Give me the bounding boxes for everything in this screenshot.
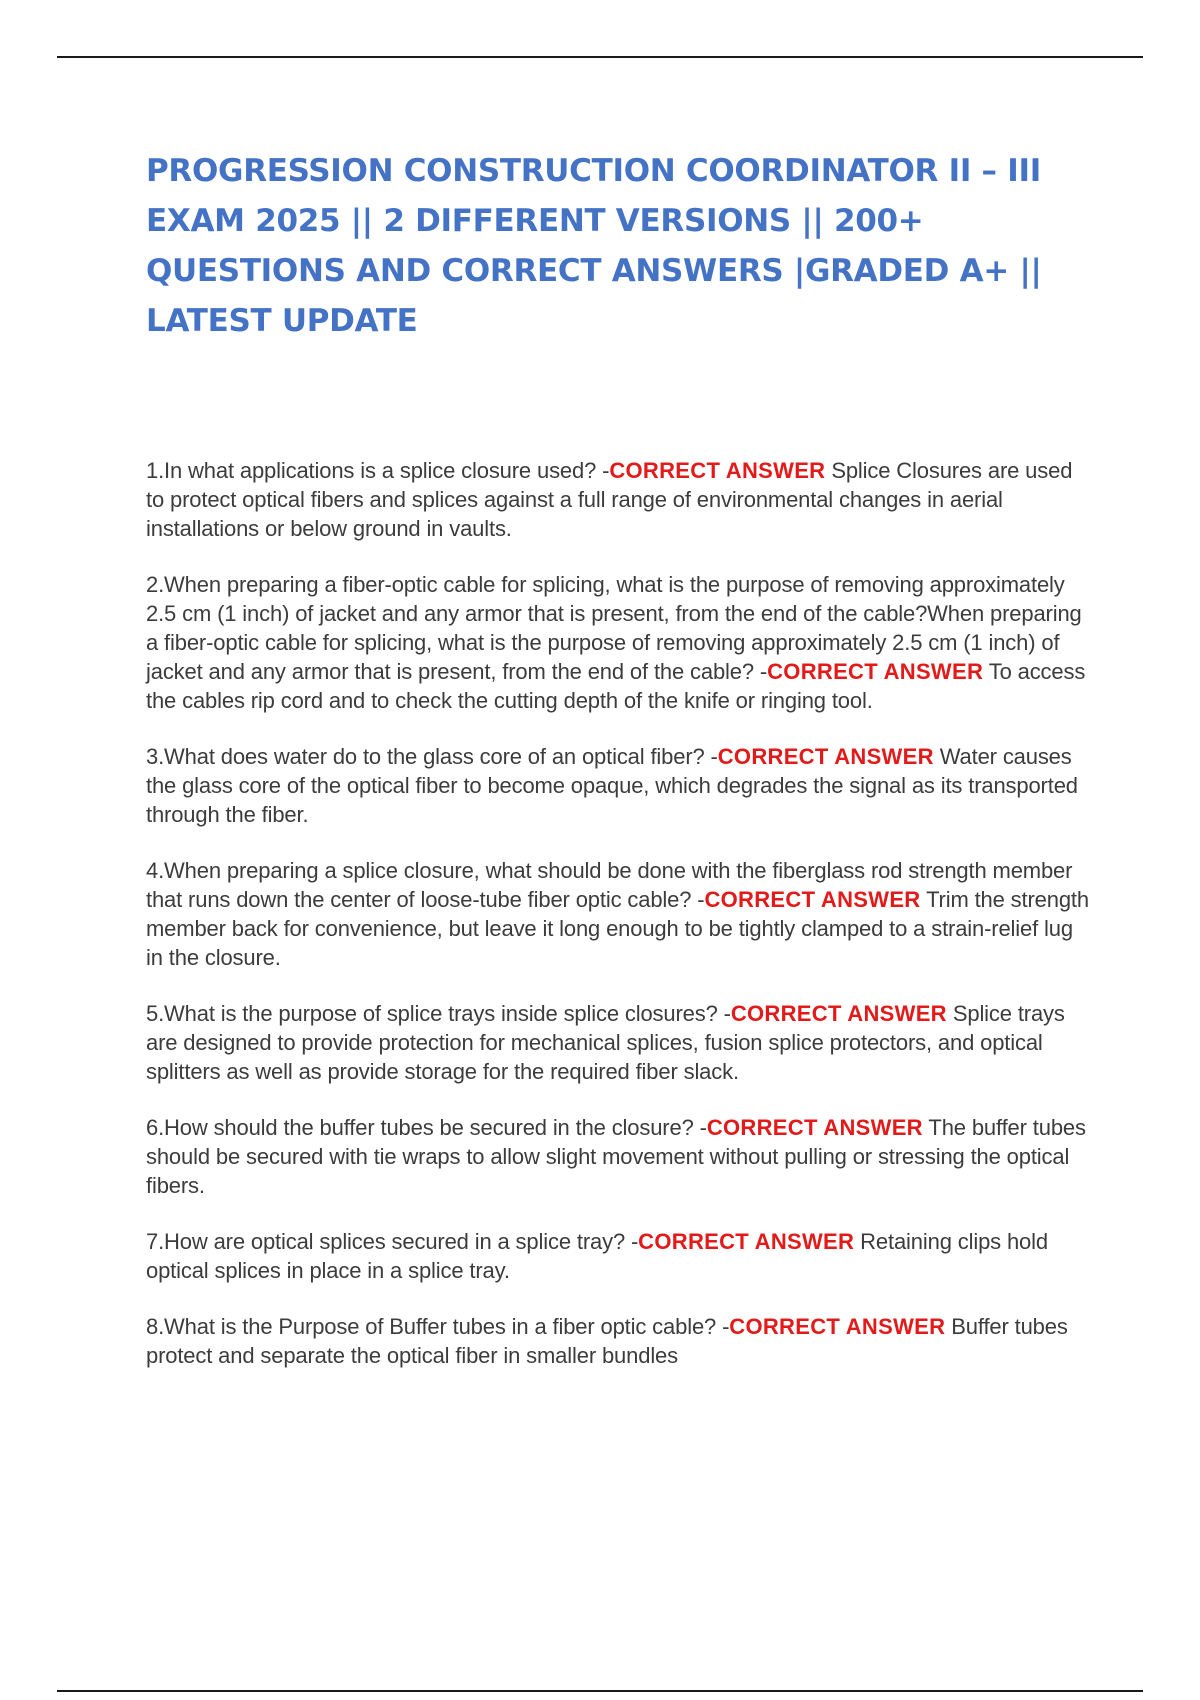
qa-item: [146, 999, 1090, 1086]
document-title: PROGRESSION CONSTRUCTION COORDINATOR II – III EXAM 2025 || 2 DIFFERENT VERSIONS || 200+ QUESTIONS AND CORRECT ANSWERS |GRADED A+ || LATEST UPDATE: [146, 153, 1042, 339]
answer-text: To access the cables rip cord and to check the cutting depth of the knife or ringing tool.: [146, 659, 1086, 713]
answer-text: Retaining clips hold optical splices in place in a splice tray.: [146, 1229, 1048, 1283]
qa-item: [146, 1227, 1090, 1285]
question-text: 2.When preparing a fiber-optic cable for splicing, what is the purpose of removing approximately 2.5 cm (1 inch) of jacket and any armor that is present, from the end of the cable?When preparing a fiber-optic cable for splicing, what is the purpose of removing approximately 2.5 cm (1 inch) of jacket and any armor that is present, from the end of the cable? -: [146, 572, 1082, 684]
question-text: 7.How are optical splices secured in a splice tray? -: [146, 1229, 639, 1254]
question-text: 5.What is the purpose of splice trays inside splice closures? -: [146, 1001, 731, 1026]
qa-item: [146, 1113, 1090, 1200]
qa-item: [146, 1312, 1090, 1370]
answer-text: Splice Closures are used to protect optical fibers and splices against a full range of environmental changes in aerial installations or below ground in vaults.: [146, 458, 1073, 541]
answer-text: Buffer tubes protect and separate the optical fiber in smaller bundles: [146, 1314, 1068, 1368]
answer-label: CORRECT ANSWER: [730, 1001, 947, 1026]
qa-item: [146, 570, 1090, 715]
bottom-rule: [57, 1690, 1143, 1692]
qa-item: [146, 742, 1090, 829]
answer-label: CORRECT ANSWER: [729, 1314, 946, 1339]
answer-text: Water causes the glass core of the optical fiber to become opaque, which degrades the signal as its transported through the fiber.: [146, 744, 1078, 827]
answer-label: CORRECT ANSWER: [609, 458, 826, 483]
answer-label: CORRECT ANSWER: [704, 887, 921, 912]
answer-text: Splice trays are designed to provide protection for mechanical splices, fusion splice protectors, and optical splitters as well as provide storage for the required fiber slack.: [146, 1001, 1065, 1084]
qa-item: [146, 456, 1090, 543]
answer-label: CORRECT ANSWER: [717, 744, 934, 769]
question-text: 8.What is the Purpose of Buffer tubes in a fiber optic cable? -: [146, 1314, 730, 1339]
answer-text: Trim the strength member back for convenience, but leave it long enough to be tightly clamped to a strain-relief lug in the closure.: [146, 887, 1089, 970]
question-text: 4.When preparing a splice closure, what should be done with the fiberglass rod strength member that runs down the center of loose-tube fiber optic cable? -: [146, 858, 1073, 912]
question-text: 1.In what applications is a splice closure used? -: [146, 458, 610, 483]
qa-item: [146, 856, 1090, 972]
question-text: 3.What does water do to the glass core of an optical fiber? -: [146, 744, 718, 769]
answer-label: CORRECT ANSWER: [767, 659, 984, 684]
top-rule: [57, 56, 1143, 58]
qa-list: [146, 456, 1090, 1397]
answer-text: The buffer tubes should be secured with tie wraps to allow slight movement without pulling or stressing the optical fibers.: [146, 1115, 1086, 1198]
answer-label: CORRECT ANSWER: [706, 1115, 923, 1140]
answer-label: CORRECT ANSWER: [638, 1229, 855, 1254]
question-text: 6.How should the buffer tubes be secured in the closure? -: [146, 1115, 707, 1140]
